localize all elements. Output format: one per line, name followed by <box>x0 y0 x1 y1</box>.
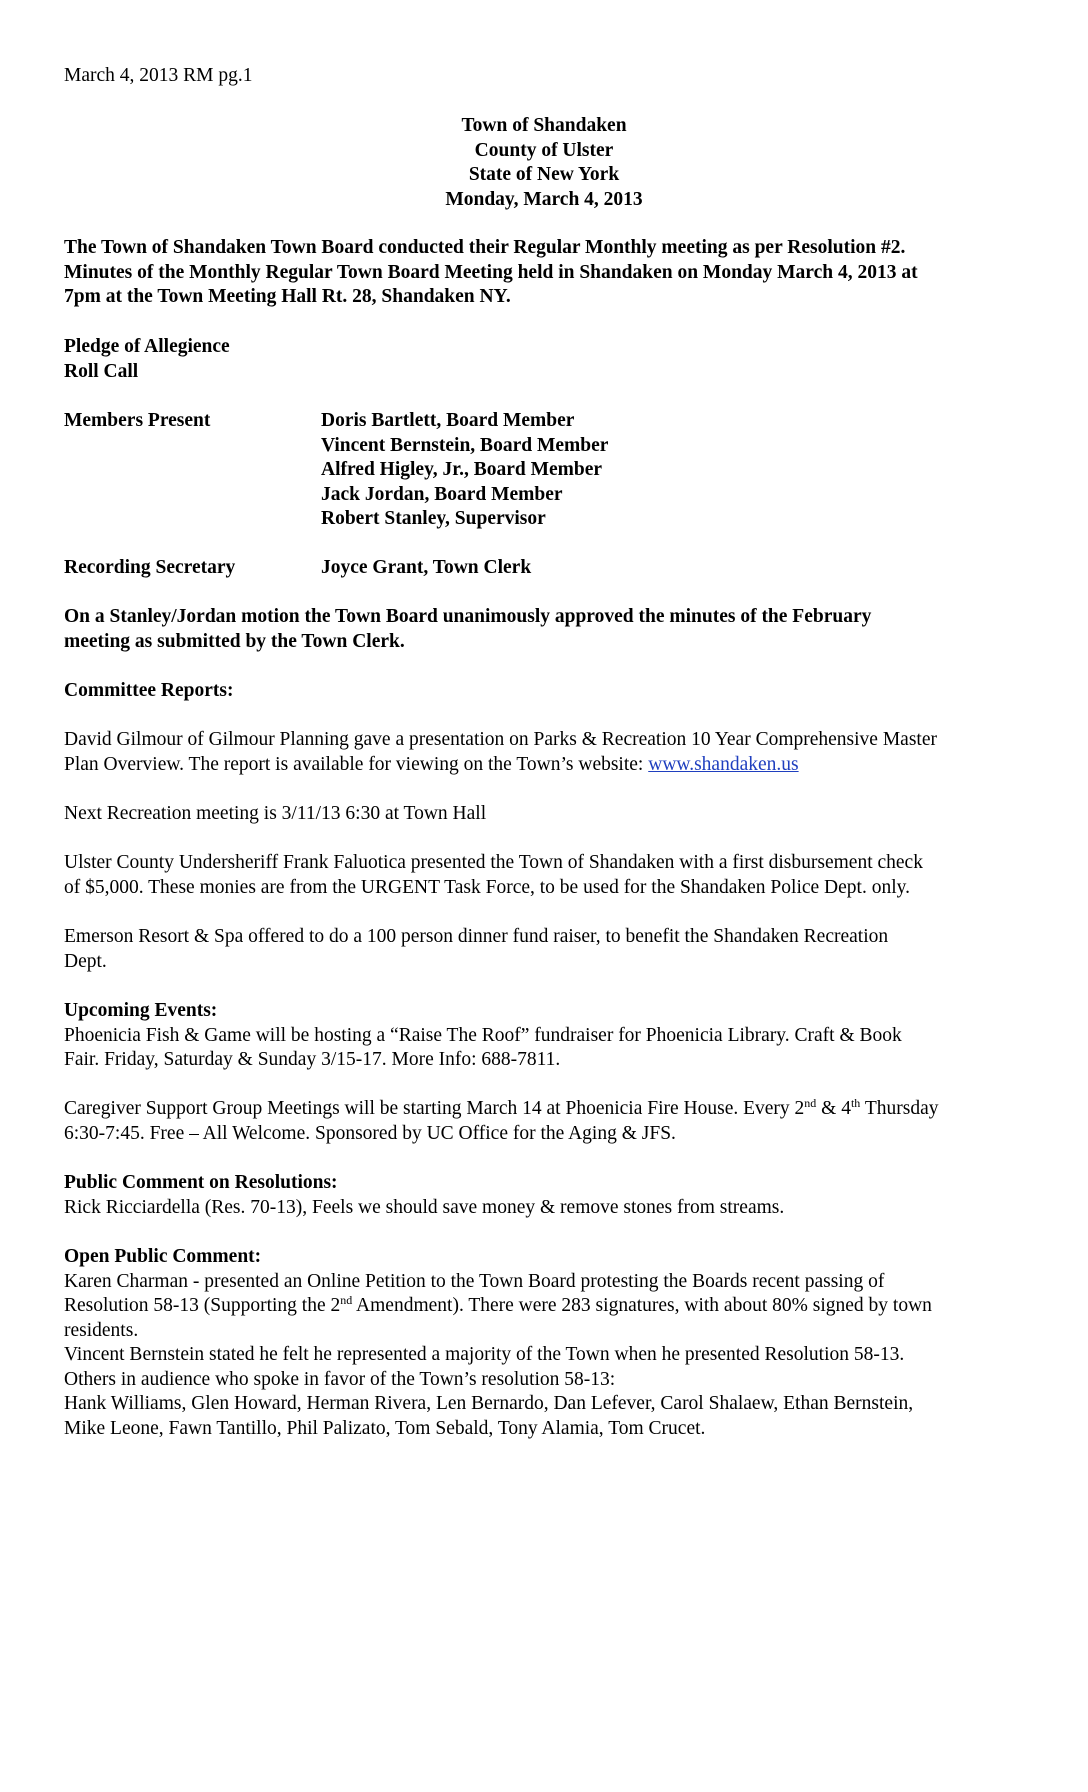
intro-line: 7pm at the Town Meeting Hall Rt. 28, Shandaken NY. <box>64 286 511 307</box>
recording-secretary-row <box>64 556 531 581</box>
committee-paragraph-gilmour: David Gilmour of Gilmour Planning gave a presentation on Parks & Recreation 10 Year Comprehensive Master Plan Overview. The report is available for viewing on the Town’s website: www.shandaken.us <box>64 729 937 775</box>
page-header <box>64 64 1034 89</box>
upcoming-events-heading: Upcoming Events: <box>64 1000 218 1021</box>
intro-line: Minutes of the Monthly Regular Town Board Meeting held in Shandaken on Monday March 4, 2013 at <box>64 261 918 283</box>
public-comment-resolutions-section: Public Comment on Resolutions: Rick Ricciardella (Res. 70-13), Feels we should save money & remove stones from streams. <box>64 1171 1034 1220</box>
open-public-comment-heading: Open Public Comment: <box>64 1246 262 1267</box>
member-item: Robert Stanley, Supervisor <box>321 508 546 529</box>
pledge-heading: Pledge of Allegience <box>64 336 230 357</box>
website-link[interactable]: www.shandaken.us <box>648 753 799 775</box>
public-comment-resolutions-heading: Public Comment on Resolutions: <box>64 1172 338 1193</box>
member-item: Jack Jordan, Board Member <box>321 483 563 505</box>
intro-paragraph <box>64 236 1034 310</box>
committee-paragraph-emerson: Emerson Resort & Spa offered to do a 100 person dinner fund raiser, to benefit the Shandaken Recreation Dept. <box>64 926 889 972</box>
title-state: State of New York <box>468 164 620 185</box>
committee-paragraph-recreation: Next Recreation meeting is 3/11/13 6:30 at Town Hall <box>64 803 487 824</box>
committee-heading: Committee Reports: <box>64 680 234 701</box>
document-title <box>0 114 1088 212</box>
opening-items <box>64 335 1034 384</box>
title-date: Monday, March 4, 2013 <box>445 188 643 210</box>
title-town: Town of Shandaken <box>461 115 627 136</box>
recording-secretary-label: Recording Secretary <box>64 557 236 578</box>
committee-paragraph-undersheriff: Ulster County Undersheriff Frank Faluotica presented the Town of Shandaken with a first disbursement check of $5,000. These monies are from the URGENT Task Force, to be used for the Shandaken Police Dept. only. <box>64 852 923 898</box>
members-list <box>321 409 608 532</box>
recording-secretary-value: Joyce Grant, Town Clerk <box>321 557 532 578</box>
member-item: Doris Bartlett, Board Member <box>321 410 575 431</box>
title-county: County of Ulster <box>474 139 614 161</box>
caregiver-paragraph: Caregiver Support Group Meetings will be starting March 14 at Phoenicia Fire House. Every 2nd & 4th Thursday 6:30-7:45. Free – All Welcome. Sponsored by UC Office for the Aging & JFS. <box>64 1096 939 1144</box>
page-label: March 4, 2013 RM pg.1 <box>64 65 253 86</box>
upcoming-events-section: Upcoming Events: Phoenicia Fish & Game will be hosting a “Raise The Roof” fundraiser for Phoenicia Library. Craft & Book Fair. Friday, Saturday & Sunday 3/15-17. More Info: 688-7811. <box>64 999 1034 1073</box>
motion-line: meeting as submitted by the Town Clerk. <box>64 630 405 652</box>
member-item: Vincent Bernstein, Board Member <box>321 434 609 456</box>
members-present-label-row <box>64 409 321 434</box>
members-present-label: Members Present <box>64 410 211 431</box>
motion-line: On a Stanley/Jordan motion the Town Board unanimously approved the minutes of the February <box>64 606 872 627</box>
intro-line: The Town of Shandaken Town Board conducted their Regular Monthly meeting as per Resolution #2. <box>64 237 906 258</box>
roll-call-heading: Roll Call <box>64 360 139 382</box>
motion-paragraph <box>64 605 1034 654</box>
open-public-comment-section: Open Public Comment: Karen Charman - presented an Online Petition to the Town Board protesting the Boards recent passing of Resolution 58-13 (Supporting the 2nd Amendment). There were 283 signatures, with about 80% signed by town residents. Vincent Bernstein stated he felt he represented a majority of the Town when he presented Resolution 58-13. Others in audience who spoke in favor of the Town’s resolution 58-13: Hank Williams, Glen Howard, Herman Rivera, Len Bernardo, Dan Lefever, Carol Shalaew, Ethan Bernstein, Mike Leone, Fawn Tantillo, Phil Palizato, Tom Sebald, Tony Alamia, Tom Crucet. <box>64 1245 1034 1441</box>
member-item: Alfred Higley, Jr., Board Member <box>321 459 603 480</box>
